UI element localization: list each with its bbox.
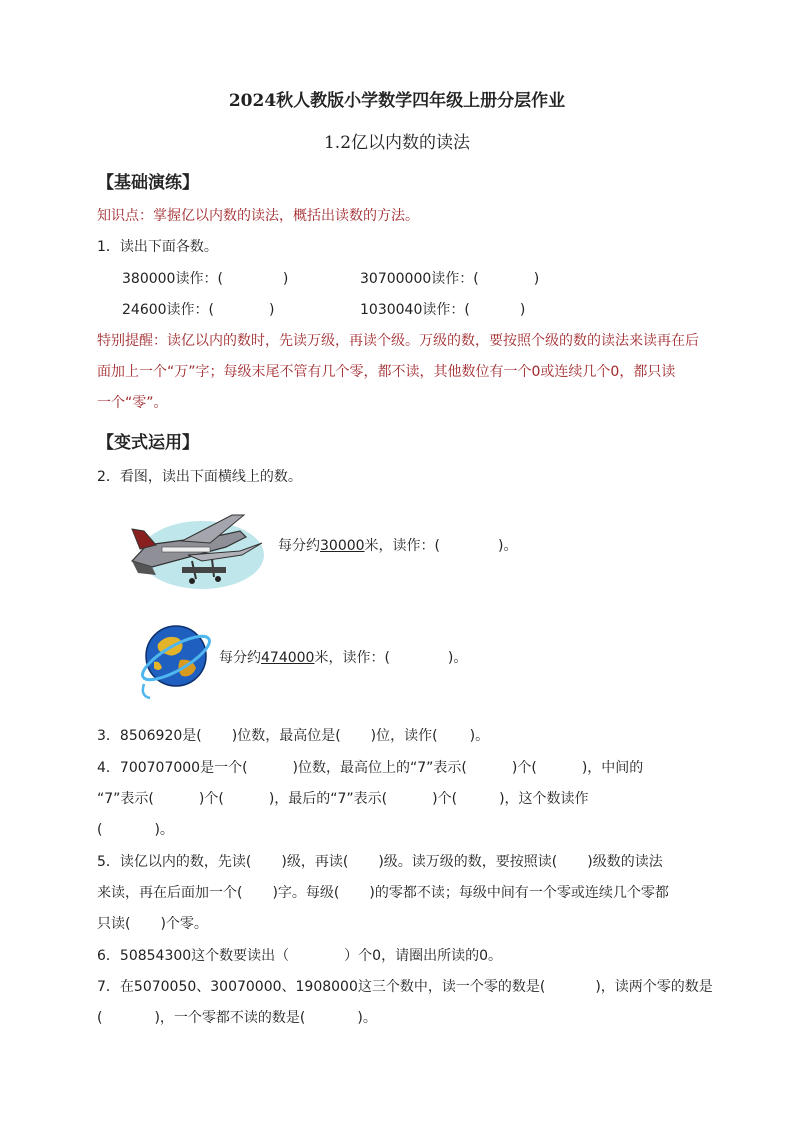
q5-line-3 (97, 914, 208, 934)
q4-line-3 (97, 820, 174, 840)
q2-plane-pre: 每分约 (278, 538, 320, 554)
q5-line-1 (97, 852, 663, 872)
q7-line-1 (97, 977, 713, 997)
tip-line-1: 特别提醒：读亿以内的数时，先读万级，再读个级。万级的数，要按照个级的数的读法来读再在后 (97, 333, 699, 349)
q7-l1b: )，读两个零的数是 (595, 979, 713, 995)
q1-item-1-close: ) (282, 271, 289, 287)
q1-item-3-label: 读作：( (166, 302, 215, 318)
section-variant: 【变式运用】 (97, 433, 199, 453)
q2-plane-close: )。 (498, 538, 518, 554)
q3-part-d: )。 (469, 728, 490, 744)
tip-line-2: 面加上一个“万”字；每级末尾不管有几个零，都不读，其他数位有一个0或连续几个0，都只读 (97, 364, 676, 380)
q5-line-2 (97, 883, 669, 903)
q1-item-3 (122, 300, 274, 320)
airplane-image (122, 503, 272, 591)
page-title: 2024秋人教版小学数学四年级上册分层作业 (228, 91, 566, 111)
q7-l2b: )，一个零都不读的数是( (154, 1010, 306, 1026)
q6-part-b: ）个0，请圈出所读的0。 (344, 948, 502, 964)
q4-l2d: )个( (432, 791, 458, 807)
q2-earth-post: 米，读作：( (314, 650, 390, 666)
q5-l2a: 来读，再在后面加一个( (97, 885, 243, 901)
q5-l3b: )个零。 (160, 916, 208, 932)
q2-plane-post: 米，读作：( (364, 538, 441, 554)
q2-earth-close: )。 (447, 650, 468, 666)
q7-l1a: 7．在5070050、30070000、1908000这三个数中，读一个零的数是( (97, 979, 546, 995)
q1-item-1 (122, 269, 288, 289)
q5-l3a: 只读( (97, 916, 131, 932)
q4-l2a: “7”表示( (97, 791, 154, 807)
q4-l2b: )个( (198, 791, 224, 807)
section-basic: 【基础演练】 (97, 173, 199, 193)
q5-l1a: 5．读亿以内的数，先读( (97, 854, 252, 870)
q1-item-3-close: ) (269, 302, 275, 318)
earth-image (136, 614, 216, 700)
q1-item-2-label: 读作：( (431, 271, 479, 287)
q3-part-c: )位，读作( (370, 728, 438, 744)
q5-l1b: )级，再读( (281, 854, 349, 870)
q1-item-4-label: 读作：( (422, 302, 470, 318)
q4-l1a: 4．700707000是一个( (97, 760, 248, 776)
q2-earth-pre: 每分约 (219, 650, 261, 666)
q3-part-b: )位数，最高位是( (231, 728, 341, 744)
q5-l2b: )字。每级( (272, 885, 340, 901)
q2-earth-num: 474000 (261, 650, 315, 666)
q3-line (97, 726, 489, 746)
q2-earth-line (219, 648, 467, 668)
q4-line-1 (97, 758, 643, 778)
q4-l2e: )，这个数读作 (499, 791, 589, 807)
q5-l1d: )级数的读法 (587, 854, 663, 870)
q1-item-1-label: 读作：( (175, 271, 223, 287)
q4-l1c: )个( (511, 760, 537, 776)
q1-item-4-num: 1030040 (360, 302, 423, 318)
q4-l3a: ( (97, 822, 103, 838)
q7-l2a: ( (97, 1010, 103, 1026)
q5-l2c: )的零都不读；每级中间有一个零或连续几个零都 (369, 885, 669, 901)
tip-line-3: 一个“零”。 (97, 395, 168, 411)
q1-item-4 (360, 300, 525, 320)
page-subtitle (0, 128, 794, 153)
q3-part-a: 3．8506920是( (97, 728, 202, 744)
q7-l2c: )。 (357, 1010, 377, 1026)
q4-l1d: )，中间的 (581, 760, 644, 776)
q4-l3b: )。 (154, 822, 174, 838)
q1-item-4-close: ) (519, 302, 526, 318)
q4-l1b: )位数，最高位上的“7”表示( (292, 760, 467, 776)
q4-l2c: )，最后的“7”表示( (268, 791, 388, 807)
q6-part-a: 6．50854300这个数要读出（ (97, 948, 290, 964)
q2-stem: 2．看图，读出下面横线上的数。 (97, 469, 302, 485)
q1-item-2-num: 30700000 (360, 271, 432, 287)
q1-item-2-close: ) (533, 271, 540, 287)
q1-stem: 1．读出下面各数。 (97, 239, 218, 255)
q4-line-2 (97, 789, 589, 809)
knowledge-point: 知识点：掌握亿以内数的读法，概括出读数的方法。 (97, 208, 419, 224)
q1-item-1-num: 380000 (122, 271, 176, 287)
q5-l1c: )级。读万级的数，要按照读( (378, 854, 558, 870)
q1-item-2 (360, 269, 539, 289)
subtitle-text: 1.2亿以内数的读法 (323, 133, 471, 153)
q7-line-2 (97, 1008, 377, 1028)
q6-line (97, 946, 502, 966)
q1-item-3-num: 24600 (122, 302, 167, 318)
q2-plane-line (278, 536, 517, 556)
q2-plane-num: 30000 (320, 538, 365, 554)
